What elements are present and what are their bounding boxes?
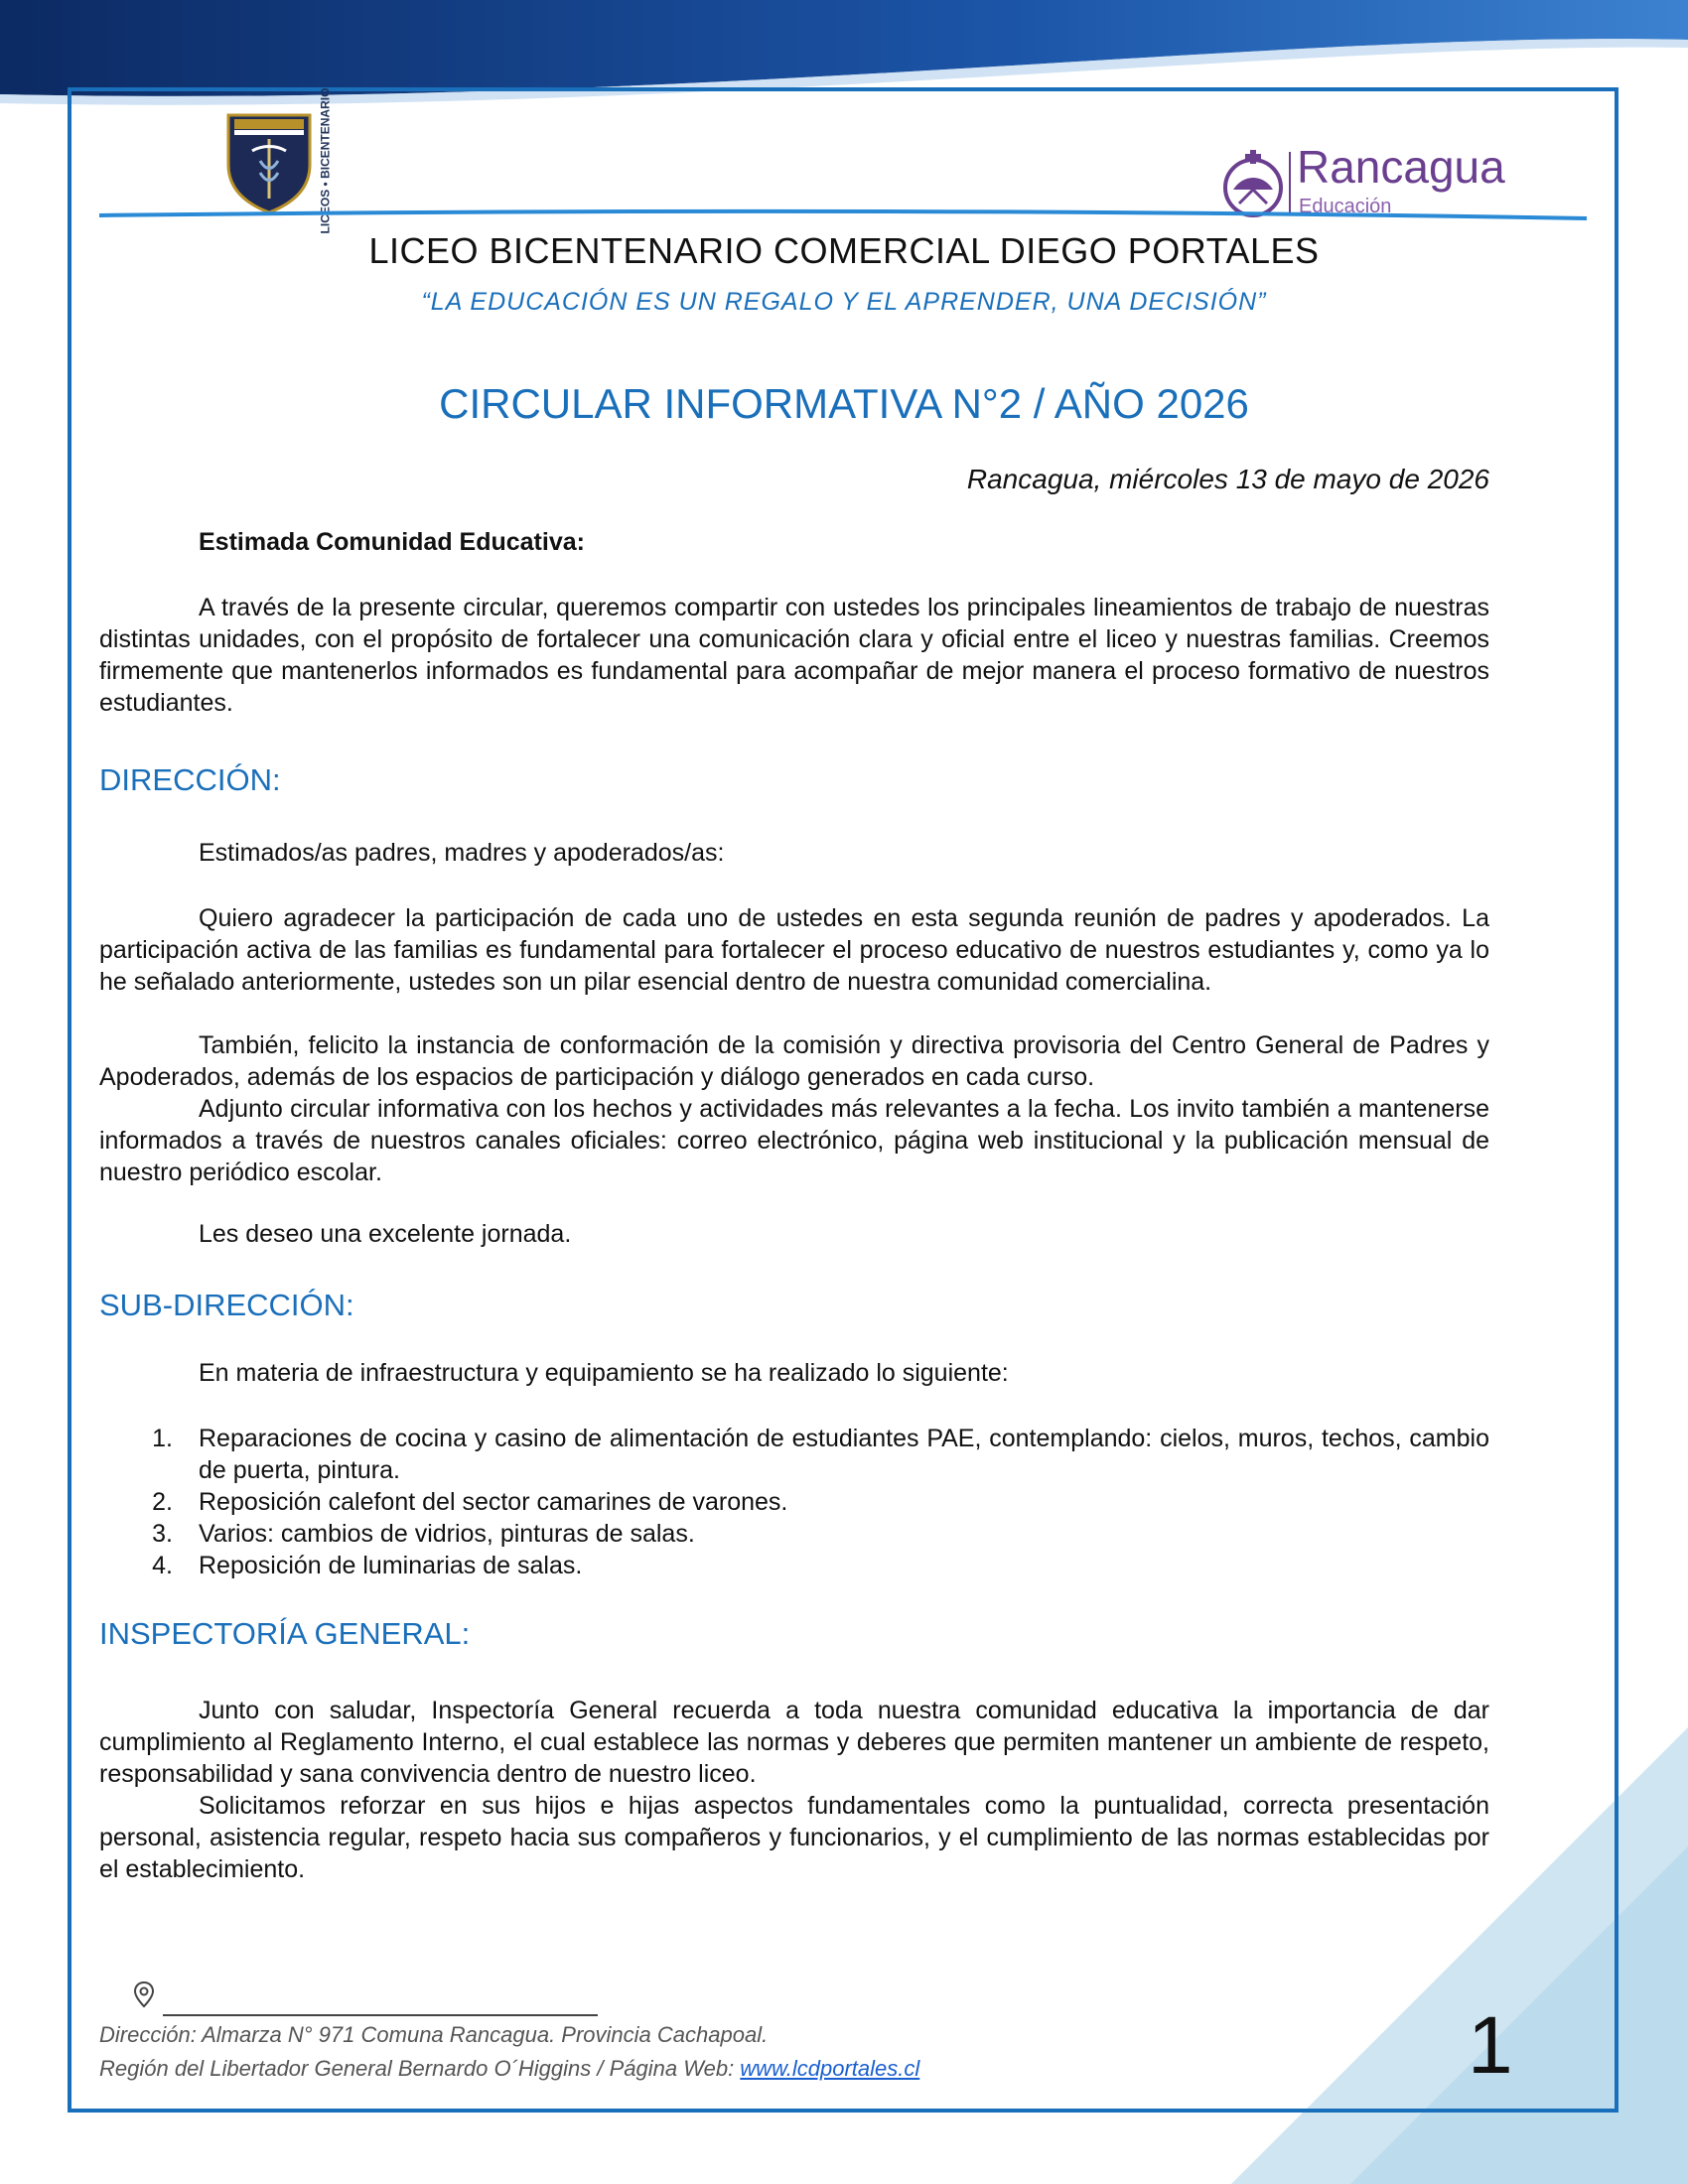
direccion-salutation: Estimados/as padres, madres y apoderados/as: xyxy=(199,839,725,867)
footer-address: Dirección: Almarza N° 971 Comuna Rancagua. Provincia Cachapoal. xyxy=(99,2022,769,2047)
list-item: 2. Reposición calefont del sector camarines de varones. xyxy=(152,1488,788,1516)
intro-paragraph: A través de la presente circular, queremos compartir con ustedes los principales lineamientos de trabajo de nuestras distintas unidades, con el propósito de fortalecer una comunicación clara y oficial entre el liceo y nuestras familias. Creemos firmemente que mantenerlos informados es fundamental para acompañar de mejor manera el proceso formativo de nuestros estudiantes. xyxy=(99,594,1489,717)
liceos-bicentenario-mark: LICEOS • BICENTENARIO xyxy=(318,87,333,234)
direccion-paragraph-1: Quiero agradecer la participación de cada uno de ustedes en esta segunda reunión de padres y apoderados. La participación activa de las familias es fundamental para fortalecer el proceso educativo de nuestros estudiantes y, como ya lo he señalado anteriormente, ustedes son un pilar esencial dentro de nuestra comunidad comercialina. xyxy=(99,904,1489,996)
website-link[interactable]: www.lcdportales.cl xyxy=(740,2056,920,2081)
list-item: 4. Reposición de luminarias de salas. xyxy=(152,1552,583,1579)
educacion-wordmark: Educación xyxy=(1299,196,1392,217)
logo-divider xyxy=(1289,152,1291,215)
subdireccion-intro: En materia de infraestructura y equipamiento se ha realizado lo siguiente: xyxy=(199,1359,1009,1387)
direccion-closing: Les deseo una excelente jornada. xyxy=(199,1220,572,1248)
section-heading-direccion: DIRECCIÓN: xyxy=(99,762,281,797)
inspectoria-paragraph-1: Junto con saludar, Inspectoría General recuerda a toda nuestra comunidad educativa la importancia de dar cumplimiento al Reglamento Interno, el cual establece las normas y deberes que permiten mantener un ambiente de respeto, responsabilidad y sana convivencia dentro de nuestro liceo. xyxy=(99,1697,1489,1788)
infrastructure-list xyxy=(99,1423,1489,1581)
greeting: Estimada Comunidad Educativa: xyxy=(199,528,585,556)
list-item: 3. Varios: cambios de vidrios, pinturas de salas. xyxy=(152,1520,695,1548)
list-item: 1. Reparaciones de cocina y casino de alimentación de estudiantes PAE, contemplando: cielos, muros, techos, cambio de puerta, pintura. xyxy=(152,1425,1489,1484)
document-date: Rancagua, miércoles 13 de mayo de 2026 xyxy=(966,464,1489,494)
header-divider xyxy=(99,208,1587,222)
footer-rule xyxy=(163,2014,598,2016)
rancagua-wordmark: Rancagua xyxy=(1297,141,1505,193)
circular-title: CIRCULAR INFORMATIVA N°2 / AÑO 2026 xyxy=(439,380,1249,427)
section-heading-subdireccion: SUB-DIRECCIÓN: xyxy=(99,1288,354,1322)
school-motto: “LA EDUCACIÓN ES UN REGALO Y EL APRENDER, UNA DECISIÓN” xyxy=(421,288,1267,316)
school-name: LICEO BICENTENARIO COMERCIAL DIEGO PORTALES xyxy=(368,230,1320,271)
location-pin-icon xyxy=(133,1980,155,2008)
inspectoria-paragraph-2: Solicitamos reforzar en sus hijos e hijas aspectos fundamentales como la puntualidad, correcta presentación personal, asistencia regular, respeto hacia sus compañeros y funcionarios, y el cumplimiento de las normas establecidas por el establecimiento. xyxy=(99,1792,1489,1883)
footer-region: Región del Libertador General Bernardo O´Higgins / Página Web: www.lcdportales.cl xyxy=(99,2056,920,2081)
direccion-paragraph-3: Adjunto circular informativa con los hechos y actividades más relevantes a la fecha. Los invito también a mantenerse informados a través de nuestros canales oficiales: correo electrónico, página web institucional y la publicación mensual de nuestro periódico escolar. xyxy=(99,1095,1489,1186)
section-heading-inspectoria: INSPECTORÍA GENERAL: xyxy=(99,1616,471,1651)
page-number: 1 xyxy=(1468,2000,1513,2091)
direccion-paragraph-2: También, felicito la instancia de conformación de la comisión y directiva provisoria del Centro General de Padres y Apoderados, además de los espacios de participación y diálogo generados en cada curso. xyxy=(99,1031,1489,1091)
